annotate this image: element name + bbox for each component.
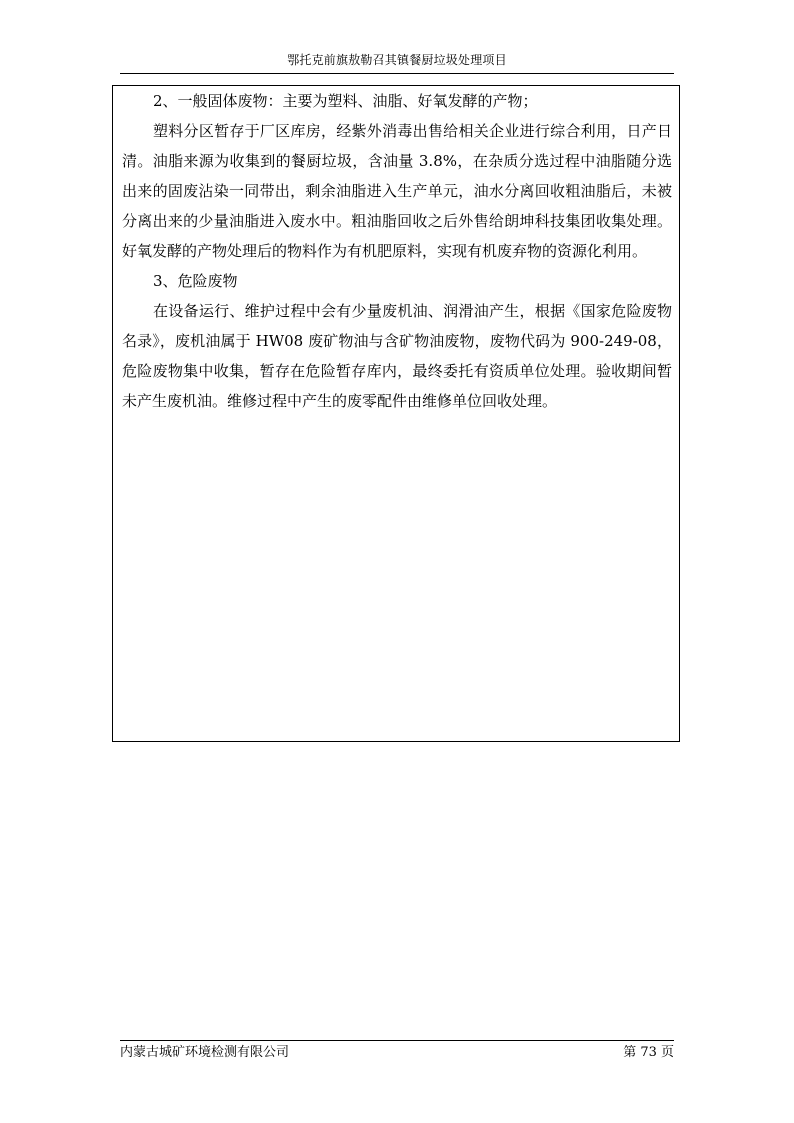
paragraph-general-solid-waste: 塑料分区暂存于厂区库房，经紫外消毒出售给相关企业进行综合利用，日产日清。油脂来源为收集到的餐厨垃圾，含油量 3.8%，在杂质分选过程中油脂随分选出来的固废沾染一同带出，剩余油脂进入生产单元，油水分离回收粗油脂后，未被分离出来的少量油脂进入废水中。粗油脂回收之后外售给朗坤科技集团收集处理。好氧发酵的产物处理后的物料作为有机肥原料，实现有机废弃物的资源化利用。 — [122, 122, 672, 260]
section-heading-general-solid-waste: 2、一般固体废物：主要为塑料、油脂、好氧发酵的产物； — [153, 92, 538, 110]
footer-company-name: 内蒙古城矿环境检测有限公司 — [120, 1045, 290, 1060]
page-header-title: 鄂托克前旗敖勒召其镇餐厨垃圾处理项目 — [287, 53, 507, 67]
footer-divider — [120, 1040, 674, 1041]
paragraph-hazardous-waste: 在设备运行、维护过程中会有少量废机油、润滑油产生，根据《国家危险废物名录》，废机油属于 HW08 废矿物油与含矿物油废物，废物代码为 900-249-08，危险废物集中收集，暂存在危险暂存库内，最终委托有资质单位处理。验收期间暂未产生废机油。维修过程中产生的废零配件由维修单位回收处理。 — [122, 302, 672, 410]
content-table-cell — [112, 85, 680, 742]
content-body — [122, 86, 672, 416]
footer-page-number: 第 73 页 — [623, 1045, 674, 1060]
section-heading-hazardous-waste: 3、危险废物 — [153, 272, 238, 290]
header-divider — [120, 73, 674, 74]
